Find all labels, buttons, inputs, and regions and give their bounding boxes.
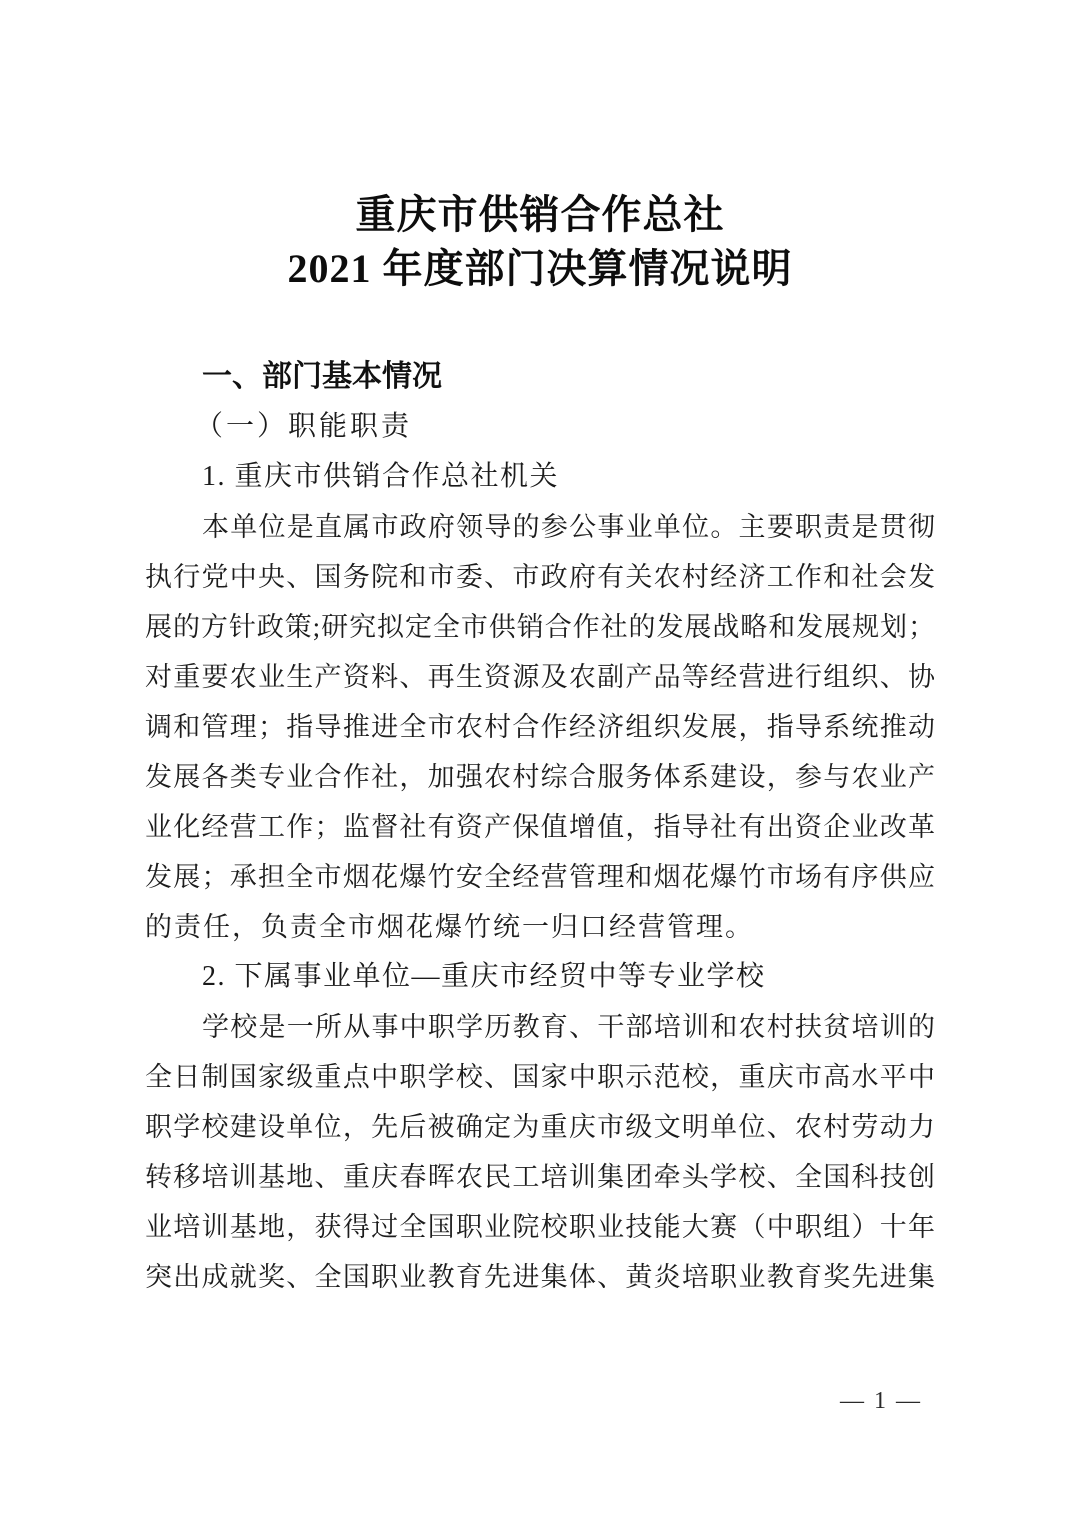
item-heading-1: 1. 重庆市供销合作总社机关 xyxy=(202,461,560,492)
subsection-heading-duties: （一）职能职责 xyxy=(195,411,413,442)
paragraph-2-line: 全日制国家级重点中职学校、国家中职示范校，重庆市高水平中 xyxy=(145,1062,935,1092)
paragraph-1-line: 调和管理；指导推进全市农村合作经济组织发展，指导系统推动 xyxy=(145,712,935,742)
document-content xyxy=(145,0,935,1302)
paragraph-1-line: 的责任，负责全市烟花爆竹统一归口经营管理。 xyxy=(145,912,754,942)
paragraph-1-line: 执行党中央、国务院和市委、市政府有关农村经济工作和社会发 xyxy=(145,562,935,592)
document-title xyxy=(145,188,935,296)
paragraph-2-line: 突出成就奖、全国职业教育先进集体、黄炎培职业教育奖先进集 xyxy=(145,1262,935,1292)
paragraph-1 xyxy=(145,502,935,952)
paragraph-1-line: 发展各类专业合作社，加强农村综合服务体系建设，参与农业产 xyxy=(145,762,935,792)
paragraph-2-line: 职学校建设单位，先后被确定为重庆市级文明单位、农村劳动力 xyxy=(145,1112,935,1142)
paragraph-1-line: 业化经营工作；监督社有资产保值增值，指导社有出资企业改革 xyxy=(145,812,935,842)
paragraph-1-line: 发展；承担全市烟花爆竹安全经营管理和烟花爆竹市场有序供应 xyxy=(145,862,935,892)
paragraph-2-line: 学校是一所从事中职学历教育、干部培训和农村扶贫培训的 xyxy=(202,1012,935,1042)
paragraph-1-line: 展的方针政策;研究拟定全市供销合作社的发展战略和发展规划； xyxy=(145,612,935,642)
paragraph-2-line: 转移培训基地、重庆春晖农民工培训集团牵头学校、全国科技创 xyxy=(145,1162,935,1192)
document-title-line-2: 2021 年度部门决算情况说明 xyxy=(287,246,793,291)
paragraph-1-line: 对重要农业生产资料、再生资源及农副产品等经营进行组织、协 xyxy=(145,662,935,692)
paragraph-2 xyxy=(145,1002,935,1302)
paragraph-1-line: 本单位是直属市政府领导的参公事业单位。主要职责是贯彻 xyxy=(202,512,935,542)
section-heading-basic-info: 一、部门基本情况 xyxy=(202,360,442,393)
page-number: — 1 — xyxy=(840,1388,922,1414)
item-heading-2: 2. 下属事业单位—重庆市经贸中等专业学校 xyxy=(202,961,766,992)
paragraph-2-line: 业培训基地，获得过全国职业院校职业技能大赛（中职组）十年 xyxy=(145,1212,935,1242)
document-title-line-1: 重庆市供销合作总社 xyxy=(355,192,725,237)
